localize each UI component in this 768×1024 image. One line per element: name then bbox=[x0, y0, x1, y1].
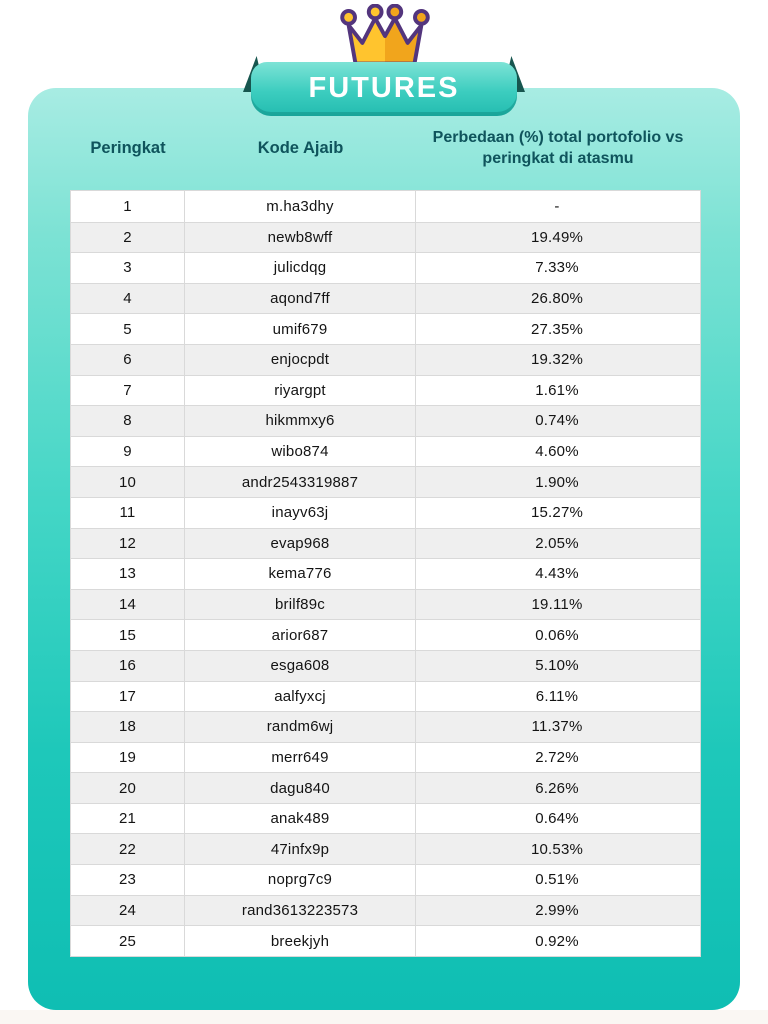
diff-cell: 15.27% bbox=[415, 498, 698, 528]
rank-cell: 17 bbox=[118, 687, 137, 705]
diff-cell: 6.26% bbox=[415, 773, 698, 803]
rank-cell: 9 bbox=[123, 443, 132, 461]
rank-cell: 25 bbox=[118, 932, 137, 950]
table-row bbox=[71, 344, 700, 375]
code-cell: brilf89c bbox=[184, 590, 415, 620]
rank-cell: 8 bbox=[123, 412, 132, 430]
column-header-code: Kode Ajaib bbox=[257, 139, 344, 158]
table-row bbox=[71, 405, 700, 436]
code-cell: rand3613223573 bbox=[184, 896, 415, 926]
code-cell: newb8wff bbox=[184, 223, 415, 253]
rank-cell: 21 bbox=[118, 810, 137, 828]
page-title: FUTURES bbox=[308, 71, 460, 104]
rank-cell: 1 bbox=[123, 197, 132, 215]
rank-cell: 13 bbox=[118, 565, 137, 583]
rank-cell: 4 bbox=[123, 290, 132, 308]
table-row bbox=[71, 772, 700, 803]
diff-cell: 4.60% bbox=[415, 437, 698, 467]
diff-cell: 5.10% bbox=[415, 651, 698, 681]
rank-cell: 18 bbox=[118, 718, 137, 736]
rank-cell: 7 bbox=[123, 381, 132, 399]
diff-cell: 19.11% bbox=[415, 590, 698, 620]
diff-cell: 7.33% bbox=[415, 253, 698, 283]
diff-cell: 1.90% bbox=[415, 467, 698, 497]
diff-cell: 27.35% bbox=[415, 314, 698, 344]
diff-cell: 11.37% bbox=[415, 712, 698, 742]
table-row bbox=[71, 895, 700, 926]
rank-cell: 5 bbox=[123, 320, 132, 338]
table-header-row bbox=[71, 118, 700, 180]
code-cell: hikmmxy6 bbox=[184, 406, 415, 436]
table-row bbox=[71, 681, 700, 712]
table-row bbox=[71, 375, 700, 406]
page-bottom-strip bbox=[0, 1010, 768, 1024]
code-cell: anak489 bbox=[184, 804, 415, 834]
table-row bbox=[71, 436, 700, 467]
ribbon-body bbox=[251, 62, 517, 116]
diff-cell: 0.74% bbox=[415, 406, 698, 436]
rank-cell: 11 bbox=[119, 504, 136, 522]
diff-cell: 6.11% bbox=[415, 682, 698, 712]
rank-cell: 10 bbox=[118, 473, 137, 491]
code-cell: esga608 bbox=[184, 651, 415, 681]
code-cell: evap968 bbox=[184, 529, 415, 559]
diff-cell: 2.05% bbox=[415, 529, 698, 559]
code-cell: aalfyxcj bbox=[184, 682, 415, 712]
table-row bbox=[71, 528, 700, 559]
table-row bbox=[71, 222, 700, 253]
code-cell: randm6wj bbox=[184, 712, 415, 742]
rank-cell: 16 bbox=[118, 657, 137, 675]
table-row bbox=[71, 252, 700, 283]
rank-cell: 3 bbox=[123, 259, 132, 277]
table-row bbox=[71, 497, 700, 528]
diff-cell: - bbox=[415, 191, 698, 222]
code-cell: noprg7c9 bbox=[184, 865, 415, 895]
rank-cell: 22 bbox=[118, 840, 137, 858]
code-cell: 47infx9p bbox=[184, 834, 415, 864]
rank-cell: 2 bbox=[123, 228, 132, 246]
title-ribbon bbox=[237, 52, 531, 118]
table-row bbox=[71, 742, 700, 773]
table-row bbox=[71, 191, 700, 222]
rank-cell: 20 bbox=[118, 779, 137, 797]
leaderboard-table bbox=[70, 190, 701, 957]
rank-cell: 12 bbox=[118, 534, 137, 552]
diff-cell: 0.92% bbox=[415, 926, 698, 956]
rank-cell: 15 bbox=[118, 626, 137, 644]
code-cell: andr2543319887 bbox=[184, 467, 415, 497]
code-cell: umif679 bbox=[184, 314, 415, 344]
leaderboard-card bbox=[28, 88, 740, 1010]
table-row bbox=[71, 619, 700, 650]
diff-cell: 0.64% bbox=[415, 804, 698, 834]
table-row bbox=[71, 711, 700, 742]
code-cell: aqond7ff bbox=[184, 284, 415, 314]
code-cell: julicdqg bbox=[184, 253, 415, 283]
diff-cell: 1.61% bbox=[415, 376, 698, 406]
diff-cell: 0.51% bbox=[415, 865, 698, 895]
diff-cell: 10.53% bbox=[415, 834, 698, 864]
code-cell: dagu840 bbox=[184, 773, 415, 803]
diff-cell: 19.32% bbox=[415, 345, 698, 375]
diff-cell: 2.99% bbox=[415, 896, 698, 926]
code-cell: inayv63j bbox=[184, 498, 415, 528]
code-cell: riyargpt bbox=[184, 376, 415, 406]
diff-cell: 19.49% bbox=[415, 223, 698, 253]
rank-cell: 14 bbox=[118, 596, 137, 614]
diff-cell: 0.06% bbox=[415, 620, 698, 650]
column-header-diff: Perbedaan (%) total portofolio vs peringkat di atasmu bbox=[432, 129, 684, 167]
rank-cell: 6 bbox=[123, 351, 132, 369]
code-cell: breekjyh bbox=[184, 926, 415, 956]
code-cell: m.ha3dhy bbox=[184, 191, 415, 222]
code-cell: merr649 bbox=[184, 743, 415, 773]
table-row bbox=[71, 466, 700, 497]
rank-cell: 19 bbox=[118, 748, 137, 766]
column-header-rank: Peringkat bbox=[90, 139, 166, 158]
table-row bbox=[71, 864, 700, 895]
table-row bbox=[71, 558, 700, 589]
code-cell: wibo874 bbox=[184, 437, 415, 467]
diff-cell: 4.43% bbox=[415, 559, 698, 589]
table-row bbox=[71, 925, 700, 956]
code-cell: arior687 bbox=[184, 620, 415, 650]
table-row bbox=[71, 650, 700, 681]
diff-cell: 2.72% bbox=[415, 743, 698, 773]
code-cell: kema776 bbox=[184, 559, 415, 589]
table-row bbox=[71, 833, 700, 864]
diff-cell: 26.80% bbox=[415, 284, 698, 314]
table-row bbox=[71, 589, 700, 620]
table-row bbox=[71, 313, 700, 344]
code-cell: enjocpdt bbox=[184, 345, 415, 375]
rank-cell: 23 bbox=[118, 871, 137, 889]
rank-cell: 24 bbox=[118, 901, 137, 919]
table-row bbox=[71, 283, 700, 314]
table-row bbox=[71, 803, 700, 834]
